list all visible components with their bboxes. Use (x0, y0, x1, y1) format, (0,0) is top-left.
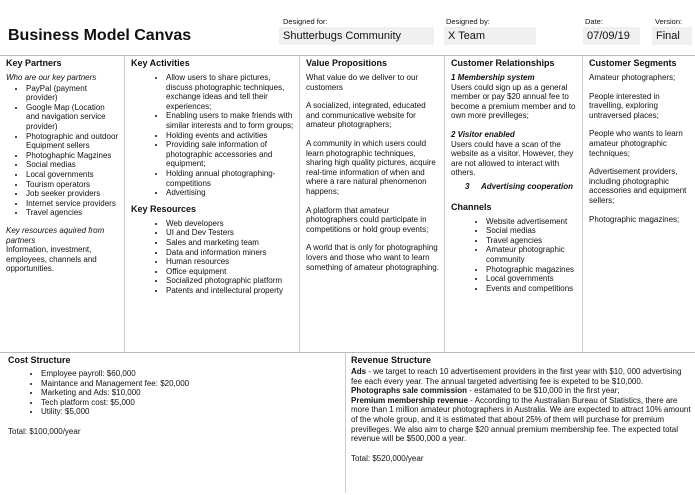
key-activities-section (125, 56, 300, 352)
canvas-header (0, 0, 695, 56)
designed-by-field[interactable]: X Team (444, 27, 536, 45)
cost-list (8, 369, 341, 417)
key-resources-list (131, 219, 295, 296)
key-resources-intro: Key resources aquired from partners (6, 225, 105, 245)
revenue-total: Total: $520,000/year (351, 453, 424, 463)
revenue-commission-text: - estamated to be $10,000 in the first year; (467, 386, 620, 396)
customer-relationships-section (445, 56, 583, 352)
list-item: • Marketing and Ads: $10,000 (41, 388, 341, 398)
list-item: • Office equipment (166, 267, 295, 277)
list-item: • Data and information miners (166, 248, 295, 258)
relationship-number: 3 (465, 181, 470, 191)
revenue-commission (351, 386, 691, 396)
list-item: • Google Map (Location and navigation service provider) (26, 103, 120, 132)
cost-structure-title: Cost Structure (8, 355, 71, 365)
relationship-text: Users could sign up as a general member or pay $20 annual fee to become a premium member and to own more previlleges; (451, 82, 576, 121)
list-item: • Human resources (166, 257, 295, 267)
list-item: • Holding events and activities (166, 131, 295, 141)
customer-segments-title: Customer Segments (589, 58, 677, 68)
relationship-title: 2 Visitor enabled (451, 129, 515, 139)
date-label: Date: (585, 17, 603, 26)
key-partners-intro: Who are our key partners (6, 73, 97, 82)
value-propositions-title: Value Propositions (306, 58, 388, 68)
revenue-ads (351, 367, 691, 386)
list-item: • Patents and intellectural property (166, 286, 295, 296)
list-item: • Employee payroll: $60,000 (41, 369, 341, 379)
revenue-ads-label: Ads (351, 367, 367, 376)
key-resources-title: Key Resources (131, 203, 197, 214)
revenue-premium (351, 396, 691, 444)
list-item: • Tourism operators (26, 180, 120, 190)
relationship-text: Users could have a scan of the website as a visitor. However, they are not allowed to interact with others. (451, 139, 574, 178)
revenue-ads-text: - we target to reach 10 advertisement providers in the first year with $10, 000 advertising fee each every year. The annual targeted advertising fee is expeted to be $10,000. (351, 367, 682, 386)
list-item: • Social medias (26, 160, 120, 170)
designed-for-label: Designed for: (283, 17, 328, 26)
revenue-premium-label: Premium membership revenue (351, 395, 468, 405)
list-item: • PayPal (payment provider) (26, 84, 120, 103)
cost-structure-section (0, 353, 346, 493)
list-item: • Sales and marketing team (166, 238, 295, 248)
list-item: • Local governments (26, 170, 120, 180)
channels-list (451, 217, 578, 294)
list-item: • Social medias (486, 226, 578, 236)
bottom-row (0, 352, 695, 495)
key-activities-title: Key Activities (131, 58, 190, 68)
revenue-structure-title: Revenue Structure (351, 355, 432, 365)
key-resources-text: Information, investment, employees, channels and opportunities. (6, 245, 97, 274)
list-item: • Maintance and Management fee: $20,000 (41, 379, 341, 389)
value-proposition-text: A community in which users could learn photographic techniques, sharing high quality pictures, acquire real-time information of when and where a rare natural phenomenon happens; (306, 138, 436, 196)
list-item: • Job seeker providers (26, 189, 120, 199)
list-item: • Advertising (166, 188, 295, 198)
list-item: • Tech platform cost: $5,000 (41, 398, 341, 408)
value-proposition-text: A socialized, integrated, educated and communicative website for amateur photographers; (306, 101, 426, 130)
version-field[interactable]: Final (652, 27, 692, 45)
segment-text: Amateur photographers; (589, 73, 676, 82)
list-item: • Photographic magazines (486, 265, 578, 275)
list-item: • Photoghaphic Magzines (26, 151, 120, 161)
value-proposition-text: What value do we deliver to our customers (306, 73, 419, 92)
segment-text: People interested in travelling, exploring untraversed places; (589, 91, 660, 120)
relationship-title: 1 Membership system (451, 73, 535, 82)
relationship-title: Advertising cooperation (481, 181, 574, 191)
list-item: • Local governments (486, 274, 578, 284)
value-proposition-text: A platform that amateur photographers could participate in competitions or hold group events; (306, 205, 429, 234)
customer-segments-section (583, 56, 695, 352)
list-item: • Web developers (166, 219, 295, 229)
value-propositions-section (300, 56, 445, 352)
list-item: • Enabling users to make friends with similar interests and to form groups; (166, 111, 295, 130)
date-field[interactable]: 07/09/19 (583, 27, 640, 45)
list-item: • Travel agencies (486, 236, 578, 246)
list-item: • Events and competitions (486, 284, 578, 294)
segment-text: Photographic magazines; (589, 214, 680, 224)
channels-title: Channels (451, 201, 492, 212)
list-item: • Providing sale information of photographic accessories and equipment; (166, 140, 295, 169)
list-item: • Allow users to share pictures, discuss photographic techniques, exchange ideas and tell their experiences; (166, 73, 295, 111)
key-partners-title: Key Partners (6, 58, 62, 68)
list-item: • Amateur photographic community (486, 245, 578, 264)
key-activities-list (131, 73, 295, 198)
list-item: • Utility: $5,000 (41, 407, 341, 417)
segment-text: Advertisement providers, including photographic accessories and equipment sellers; (589, 167, 687, 205)
key-partners-list (6, 84, 120, 218)
relationship-item-3 (465, 182, 578, 192)
list-item: • Holding annual photographing-competitions (166, 169, 295, 188)
list-item: • Socialized photographic platform (166, 276, 295, 286)
value-proposition-text: A world that is only for photographing lovers and those who want to learn something of amateur photographing. (306, 243, 439, 272)
designed-for-field[interactable]: Shutterbugs Community (279, 27, 434, 45)
revenue-commission-label: Photographs sale commission (351, 386, 468, 396)
list-item: • Internet service providers (26, 199, 120, 209)
revenue-premium-text: - According to the Australian Bureau of Statistics, there are more than 1 million amateur photographers in Australia. We are expected to attract 10% amount of the whole group, and it is estimated that about 25% of them will purchase for premium previlleges. We also aim to charge $20 annual premium membership fee. The expected total revenue will be $500,000 a year. (351, 395, 691, 444)
version-label: Version: (655, 17, 683, 26)
page-title: Business Model Canvas (8, 27, 192, 44)
list-item: • UI and Dev Testers (166, 228, 295, 238)
revenue-structure-section (346, 353, 695, 493)
list-item: • Travel agencies (26, 208, 120, 218)
list-item: • Website advertisement (486, 217, 578, 227)
cost-total: Total: $100,000/year (8, 426, 81, 436)
segment-text: People who wants to learn amateur photographic techniques; (589, 129, 683, 158)
designed-by-label: Designed by: (446, 17, 490, 26)
customer-relationships-title: Customer Relationships (451, 58, 555, 68)
key-partners-section (0, 56, 125, 352)
list-item: • Photographic and outdoor Equipment sellers (26, 132, 120, 151)
